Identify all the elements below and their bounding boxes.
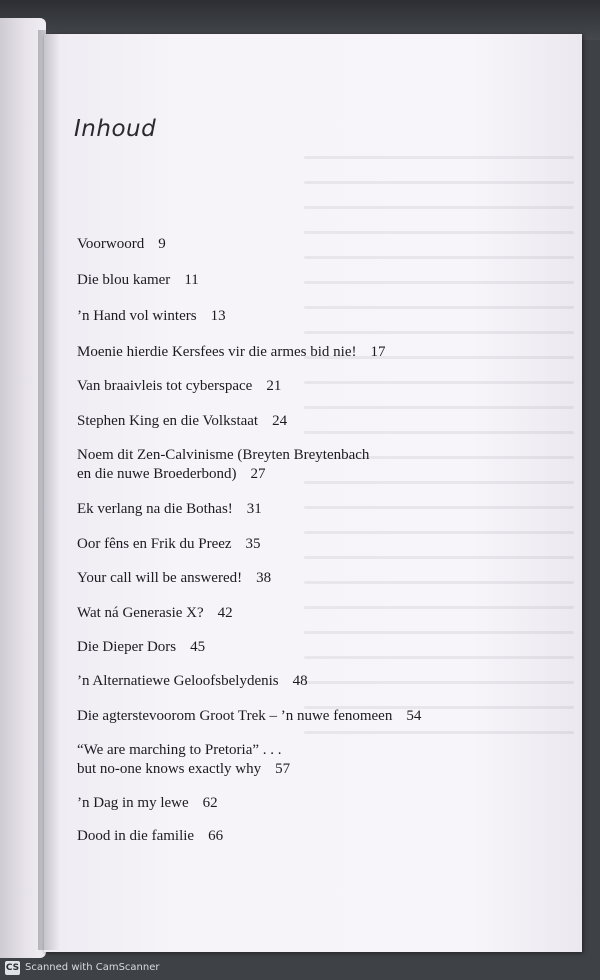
entry-page-number: 48 [292, 673, 308, 689]
entry-title-line: en die nuwe Broederbond) [77, 466, 237, 482]
toc-entry [77, 604, 233, 623]
entry-title-line: Noem dit Zen-Calvinisme (Breyten Breytenbach [77, 447, 370, 463]
toc-entry [77, 235, 166, 254]
toc-entry [77, 638, 205, 657]
scanner-footer [0, 958, 600, 980]
entry-title: ’n Alternatiewe Geloofsbelydenis [77, 673, 279, 689]
entry-page-number: 45 [190, 639, 206, 655]
entry-page-number: 27 [250, 466, 266, 482]
entry-title: Van braaivleis tot cyberspace [77, 378, 253, 394]
scanner-watermark-text: Scanned with CamScanner [25, 962, 160, 973]
entry-page-number: 38 [256, 570, 272, 586]
entry-title: ’n Dag in my lewe [77, 795, 189, 811]
book-page [44, 34, 582, 952]
entry-title: Oor fêns en Frik du Preez [77, 536, 232, 552]
entry-title: Wat ná Generasie X? [77, 605, 204, 621]
toc-entry [77, 672, 308, 691]
toc-entry [77, 412, 287, 431]
entry-title: ’n Hand vol winters [77, 308, 197, 324]
entry-title-line: “We are marching to Pretoria” . . . [77, 742, 282, 758]
page-title: Inhoud [74, 116, 157, 142]
toc-entry [77, 535, 261, 554]
entry-page-number: 13 [210, 308, 226, 324]
entry-title: Die blou kamer [77, 272, 171, 288]
entry-page-number: 17 [370, 344, 386, 360]
toc-entry [77, 343, 385, 362]
entry-page-number: 21 [266, 378, 282, 394]
toc-entry [77, 377, 281, 396]
entry-page-number: 62 [202, 795, 218, 811]
entry-title: Die Dieper Dors [77, 639, 177, 655]
entry-title: Dood in die familie [77, 828, 195, 844]
entry-page-number: 42 [217, 605, 233, 621]
entry-page-number: 24 [272, 413, 288, 429]
toc-entry [77, 271, 199, 290]
entry-page-number: 9 [158, 236, 166, 252]
entry-title: Voorwoord [77, 236, 145, 252]
entry-page-number: 66 [208, 828, 224, 844]
toc-entry [77, 827, 223, 846]
toc-entry [77, 307, 226, 326]
entry-title: Moenie hierdie Kersfees vir die armes bid nie! [77, 344, 357, 360]
entry-page-number: 35 [245, 536, 261, 552]
entry-title: Die agterstevoorom Groot Trek – ’n nuwe fenomeen [77, 708, 393, 724]
entry-page-number: 11 [184, 272, 199, 288]
toc-entry [77, 569, 271, 588]
toc-entry [77, 446, 369, 484]
entry-title: Your call will be answered! [77, 570, 243, 586]
toc-entry [77, 741, 290, 779]
entry-page-number: 57 [275, 761, 291, 777]
camscanner-logo-icon: CS [5, 963, 20, 973]
entry-title: Ek verlang na die Bothas! [77, 501, 233, 517]
page-gutter-shadow [38, 30, 60, 950]
entry-page-number: 31 [246, 501, 262, 517]
entry-page-number: 54 [406, 708, 422, 724]
toc-entry [77, 794, 218, 813]
toc-entry [77, 707, 421, 726]
entry-title-line: but no-one knows exactly why [77, 761, 262, 777]
entry-title: Stephen King en die Volkstaat [77, 413, 259, 429]
show-through-text [304, 134, 574, 914]
toc-entry [77, 500, 262, 519]
